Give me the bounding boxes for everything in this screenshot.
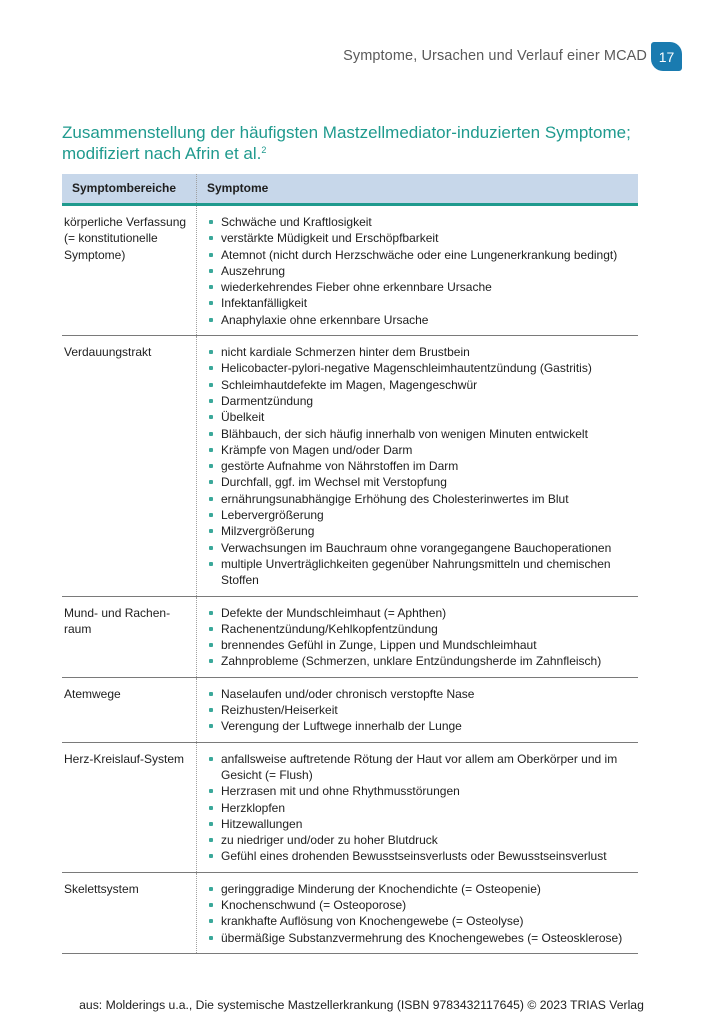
symptom-text: Atemnot (nicht durch Herzschwäche oder eine Lungenerkrankung bedingt) xyxy=(221,247,618,262)
bullet-icon xyxy=(209,562,213,566)
list-item xyxy=(207,295,638,311)
bullet-icon xyxy=(209,464,213,468)
bullet-icon xyxy=(209,366,213,370)
bullet-icon xyxy=(209,448,213,452)
bullet-icon xyxy=(209,919,213,923)
symptom-text: Infektanfälligkeit xyxy=(221,296,308,311)
list-item xyxy=(207,263,638,279)
symptom-text: Krämpfe von Magen und/oder Darm xyxy=(221,442,413,457)
list-item xyxy=(207,686,638,702)
symptom-text: Milzvergrößerung xyxy=(221,524,315,539)
table-row xyxy=(62,336,638,596)
table-row xyxy=(62,596,638,677)
list-item xyxy=(207,702,638,718)
symptom-text: Knochenschwund (= Osteoporose) xyxy=(221,897,407,912)
symptom-list xyxy=(207,881,638,946)
bullet-icon xyxy=(209,497,213,501)
source-footer: aus: Molderings u.a., Die systemische Mastzellerkrankung (ISBN 9783432117645) © 2023 TRIAS Verlag xyxy=(79,998,644,1012)
symptom-text: Darmentzündung xyxy=(221,393,314,408)
symptom-text: brennendes Gefühl in Zunge, Lippen und Mundschleimhaut xyxy=(221,638,537,653)
symptom-text: Verwachsungen im Bauchraum ohne vorangegangene Bauchoperationen xyxy=(221,540,612,555)
symptom-list-cell xyxy=(197,336,639,596)
list-item xyxy=(207,458,638,474)
bullet-icon xyxy=(209,432,213,436)
symptom-list xyxy=(207,686,638,735)
bullet-icon xyxy=(209,285,213,289)
bullet-icon xyxy=(209,724,213,728)
table-header-row xyxy=(62,174,638,205)
symptom-area: Verdauungstrakt xyxy=(62,336,197,596)
list-item xyxy=(207,605,638,621)
symptom-list xyxy=(207,605,638,670)
bullet-icon xyxy=(209,269,213,273)
table-title-text: Zusammenstellung der häufigsten Mastzellmediator-induzierten Symptome; modifiziert nach Afrin et al. xyxy=(62,123,631,163)
list-item xyxy=(207,621,638,637)
bullet-icon xyxy=(209,546,213,550)
symptom-text: Naselaufen und/oder chronisch verstopfte Nase xyxy=(221,686,475,701)
bullet-icon xyxy=(209,854,213,858)
symptom-text: Anaphylaxie ohne erkennbare Ursache xyxy=(221,312,429,327)
bullet-icon xyxy=(209,236,213,240)
list-item xyxy=(207,800,638,816)
list-item xyxy=(207,930,638,946)
list-item xyxy=(207,816,638,832)
symptom-text: Defekte der Mundschleimhaut (= Aphthen) xyxy=(221,605,447,620)
symptom-text: gestörte Aufnahme von Nährstoffen im Darm xyxy=(221,459,459,474)
symptom-list xyxy=(207,751,638,865)
bullet-icon xyxy=(209,789,213,793)
bullet-icon xyxy=(209,822,213,826)
bullet-icon xyxy=(209,838,213,842)
symptom-text: anfallsweise auftretende Rötung der Haut vor allem am Oberkörper und im Gesicht (= Flush) xyxy=(221,751,618,782)
bullet-icon xyxy=(209,611,213,615)
table-row xyxy=(62,872,638,953)
list-item xyxy=(207,214,638,230)
list-item xyxy=(207,653,638,669)
symptom-text: Durchfall, ggf. im Wechsel mit Verstopfung xyxy=(221,475,447,490)
symptom-text: Blähbauch, der sich häufig innerhalb von wenigen Minuten entwickelt xyxy=(221,426,588,441)
table-body xyxy=(62,205,638,954)
symptom-table xyxy=(62,174,638,954)
symptom-text: Hitzewallungen xyxy=(221,816,303,831)
column-header-symptoms: Symptome xyxy=(197,174,639,205)
bullet-icon xyxy=(209,399,213,403)
page-number-badge: 17 xyxy=(651,42,682,71)
list-item xyxy=(207,751,638,784)
bullet-icon xyxy=(209,253,213,257)
symptom-text: Rachenentzündung/Kehlkopfentzündung xyxy=(221,621,438,636)
symptom-text: Übelkeit xyxy=(221,410,265,425)
symptom-list-cell xyxy=(197,742,639,872)
list-item xyxy=(207,360,638,376)
symptom-area: Skelettsystem xyxy=(62,872,197,953)
symptom-text: Helicobacter-pylori-negative Magenschleimhautentzündung (Gastritis) xyxy=(221,361,592,376)
symptom-text: Zahnprobleme (Schmerzen, unklare Entzündungsherde im Zahnfleisch) xyxy=(221,654,602,669)
table-row xyxy=(62,742,638,872)
bullet-icon xyxy=(209,692,213,696)
bullet-icon xyxy=(209,659,213,663)
symptom-text: Auszehrung xyxy=(221,263,286,278)
list-item xyxy=(207,913,638,929)
list-item xyxy=(207,344,638,360)
list-item xyxy=(207,832,638,848)
symptom-text: zu niedriger und/oder zu hoher Blutdruck xyxy=(221,833,438,848)
bullet-icon xyxy=(209,220,213,224)
table-row xyxy=(62,677,638,742)
list-item xyxy=(207,377,638,393)
bullet-icon xyxy=(209,350,213,354)
list-item xyxy=(207,540,638,556)
bullet-icon xyxy=(209,529,213,533)
bullet-icon xyxy=(209,903,213,907)
list-item xyxy=(207,474,638,490)
bullet-icon xyxy=(209,643,213,647)
running-head: Symptome, Ursachen und Verlauf einer MCAD xyxy=(343,48,647,64)
list-item xyxy=(207,507,638,523)
symptom-area: Mund- und Rachen-raum xyxy=(62,596,197,677)
list-item xyxy=(207,897,638,913)
symptom-text: Lebervergrößerung xyxy=(221,508,324,523)
list-item xyxy=(207,637,638,653)
symptom-area: Atemwege xyxy=(62,677,197,742)
symptom-text: nicht kardiale Schmerzen hinter dem Brustbein xyxy=(221,345,470,360)
bullet-icon xyxy=(209,383,213,387)
list-item xyxy=(207,491,638,507)
symptom-list-cell xyxy=(197,677,639,742)
symptom-text: Schwäche und Kraftlosigkeit xyxy=(221,215,372,229)
bullet-icon xyxy=(209,301,213,305)
bullet-icon xyxy=(209,936,213,940)
column-header-areas: Symptombereiche xyxy=(62,174,197,205)
list-item xyxy=(207,279,638,295)
list-item xyxy=(207,556,638,589)
list-item xyxy=(207,230,638,246)
symptom-list-cell xyxy=(197,596,639,677)
symptom-text: Verengung der Luftwege innerhalb der Lunge xyxy=(221,719,462,734)
bullet-icon xyxy=(209,757,213,761)
footnote-ref: 2 xyxy=(261,145,267,155)
list-item xyxy=(207,848,638,864)
list-item xyxy=(207,783,638,799)
bullet-icon xyxy=(209,318,213,322)
list-item xyxy=(207,393,638,409)
list-item xyxy=(207,881,638,897)
list-item xyxy=(207,718,638,734)
bullet-icon xyxy=(209,627,213,631)
list-item xyxy=(207,247,638,263)
list-item xyxy=(207,442,638,458)
table-row xyxy=(62,205,638,336)
symptom-list-cell xyxy=(197,872,639,953)
table-title xyxy=(62,122,662,164)
symptom-text: Gefühl eines drohenden Bewusstseinsverlusts oder Bewusstseinsverlust xyxy=(221,849,607,864)
bullet-icon xyxy=(209,887,213,891)
list-item xyxy=(207,312,638,328)
list-item xyxy=(207,409,638,425)
bullet-icon xyxy=(209,415,213,419)
symptom-text: Schleimhautdefekte im Magen, Magengeschwür xyxy=(221,377,478,392)
bullet-icon xyxy=(209,480,213,484)
bullet-icon xyxy=(209,806,213,810)
list-item xyxy=(207,523,638,539)
symptom-list xyxy=(207,344,638,588)
symptom-area: Herz-Kreislauf-System xyxy=(62,742,197,872)
symptom-area: körperliche Verfassung (= konstitutionelle Symptome) xyxy=(62,205,197,336)
symptom-text: ernährungsunabhängige Erhöhung des Cholesterinwertes im Blut xyxy=(221,491,569,506)
symptom-text: wiederkehrendes Fieber ohne erkennbare Ursache xyxy=(221,280,492,295)
list-item xyxy=(207,426,638,442)
symptom-text: geringgradige Minderung der Knochendichte (= Osteopenie) xyxy=(221,881,541,896)
symptom-text: Herzrasen mit und ohne Rhythmusstörungen xyxy=(221,784,460,799)
symptom-text: Herzklopfen xyxy=(221,800,286,815)
symptom-text: krankhafte Auflösung von Knochengewebe (= Osteolyse) xyxy=(221,914,524,929)
bullet-icon xyxy=(209,513,213,517)
symptom-list-cell xyxy=(197,205,639,336)
bullet-icon xyxy=(209,708,213,712)
symptom-text: übermäßige Substanzvermehrung des Knochengewebes (= Osteosklerose) xyxy=(221,930,623,945)
symptom-text: multiple Unverträglichkeiten gegenüber Nahrungsmitteln und chemischen Stoffen xyxy=(221,556,611,588)
symptom-text: Reizhusten/Heiserkeit xyxy=(221,703,338,718)
symptom-list xyxy=(207,214,638,328)
symptom-text: verstärkte Müdigkeit und Erschöpfbarkeit xyxy=(221,231,439,246)
